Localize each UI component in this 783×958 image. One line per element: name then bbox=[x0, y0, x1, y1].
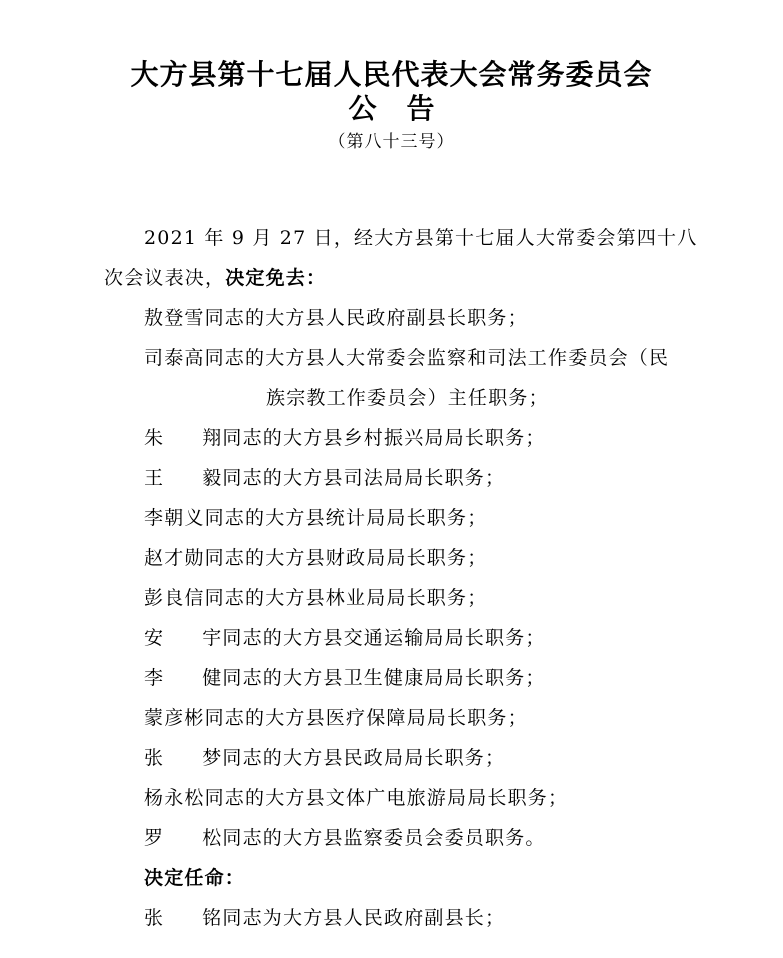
dismissal-text: 同志的大方县民政局局长职务； bbox=[222, 747, 506, 769]
dismissal-item bbox=[104, 778, 704, 818]
dismissal-text: 同志的大方县财政局局长职务； bbox=[204, 547, 488, 569]
intro-line-1: 2021 年 9 月 27 日，经大方县第十七届人大常委会第四十八 bbox=[144, 227, 698, 249]
dismissal-item bbox=[104, 498, 704, 538]
dismissal-text: 同志的大方县人民政府副县长职务； bbox=[204, 307, 528, 329]
person-name-last: 梦 bbox=[202, 747, 223, 769]
dismissal-item bbox=[104, 818, 704, 858]
document-title: 大方县第十七届人民代表大会常务委员会 bbox=[130, 58, 653, 91]
person-name-first: 罗 bbox=[144, 827, 165, 849]
dismissal-text: 同志的大方县林业局局长职务； bbox=[204, 587, 488, 609]
dismissal-text: 同志的大方县医疗保障局局长职务； bbox=[204, 707, 528, 729]
person-name-first: 张 bbox=[144, 747, 165, 769]
appointment-text: 同志为大方县人民政府副县长； bbox=[222, 907, 506, 929]
dismissal-text: 同志的大方县交通运输局局长职务； bbox=[222, 627, 546, 649]
document-number: （第八十三号） bbox=[328, 132, 455, 152]
person-name-last: 松 bbox=[202, 827, 223, 849]
dismissal-text: 同志的大方县人大常委会监察和司法工作委员会（民 bbox=[204, 347, 670, 369]
dismissal-text: 族宗教工作委员会）主任职务； bbox=[266, 387, 549, 409]
dismissal-text: 同志的大方县监察委员会委员职务。 bbox=[222, 827, 546, 849]
person-name: 赵才勋 bbox=[144, 547, 205, 569]
dismissal-item bbox=[104, 738, 704, 778]
dismissal-item bbox=[104, 578, 704, 618]
dismissal-item bbox=[104, 698, 704, 738]
dismissal-item bbox=[104, 418, 704, 458]
document-subtitle: 公告 bbox=[348, 92, 465, 125]
person-name: 蒙彦彬 bbox=[144, 707, 205, 729]
dismissal-text: 同志的大方县卫生健康局局长职务； bbox=[222, 667, 546, 689]
person-name-last: 翔 bbox=[202, 427, 223, 449]
person-name-last: 毅 bbox=[202, 467, 223, 489]
dismissal-text: 同志的大方县文体广电旅游局局长职务； bbox=[204, 787, 569, 809]
document-body bbox=[104, 218, 704, 938]
person-name-first: 朱 bbox=[144, 427, 165, 449]
person-name-last: 宇 bbox=[202, 627, 223, 649]
dismissal-heading: 决定免去： bbox=[225, 267, 327, 289]
appointment-heading: 决定任命： bbox=[144, 867, 246, 889]
person-name-last: 健 bbox=[202, 667, 223, 689]
dismissal-item bbox=[104, 618, 704, 658]
dismissal-text: 同志的大方县乡村振兴局局长职务； bbox=[222, 427, 546, 449]
dismissal-item bbox=[104, 538, 704, 578]
person-name: 司泰高 bbox=[144, 347, 205, 369]
person-name: 彭良信 bbox=[144, 587, 205, 609]
person-name: 敖登雪 bbox=[144, 307, 205, 329]
intro-line-2 bbox=[104, 258, 704, 298]
dismissal-item-continuation bbox=[104, 378, 704, 418]
person-name-first: 张 bbox=[144, 907, 165, 929]
person-name-last: 铭 bbox=[202, 907, 223, 929]
person-name-first: 安 bbox=[144, 627, 165, 649]
dismissal-text: 同志的大方县司法局局长职务； bbox=[222, 467, 506, 489]
person-name-first: 李 bbox=[144, 667, 165, 689]
person-name-first: 王 bbox=[144, 467, 165, 489]
person-name: 李朝义 bbox=[144, 507, 205, 529]
dismissal-item bbox=[104, 298, 704, 338]
dismissal-item bbox=[104, 458, 704, 498]
dismissal-text: 同志的大方县统计局局长职务； bbox=[204, 507, 488, 529]
person-name: 杨永松 bbox=[144, 787, 205, 809]
intro-prefix: 次会议表决， bbox=[104, 267, 226, 289]
dismissal-item bbox=[104, 658, 704, 698]
dismissal-item bbox=[104, 338, 704, 378]
appointment-item bbox=[104, 898, 704, 938]
